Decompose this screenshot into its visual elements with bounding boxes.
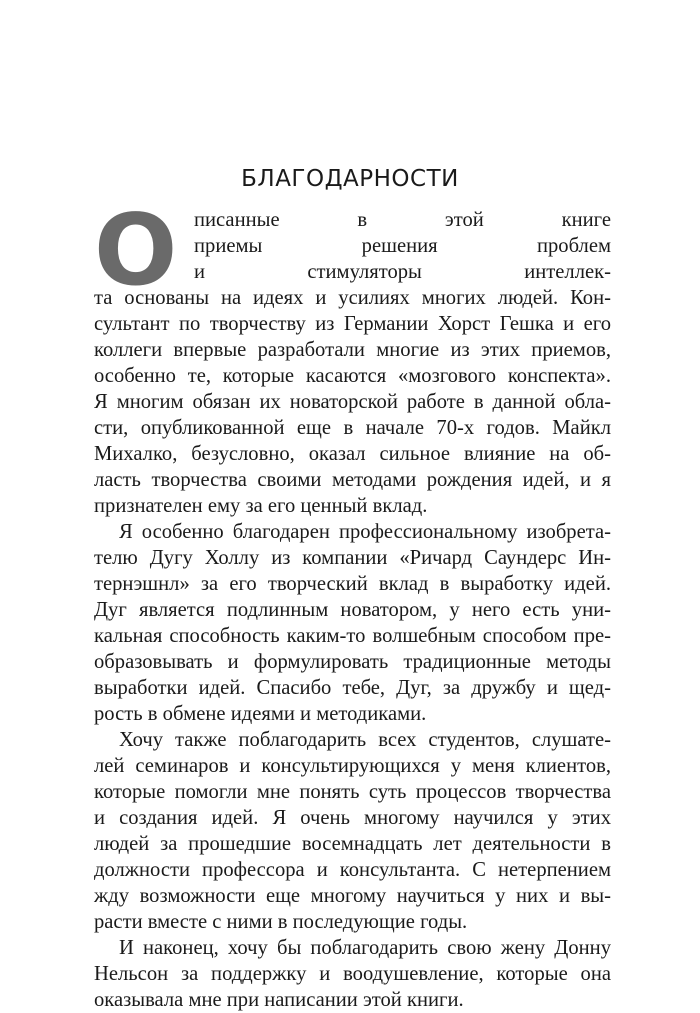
text-line: писанные в этой книге xyxy=(194,209,611,231)
text-line: И наконец, хочу бы поблагодарить свою жену Донну xyxy=(119,937,611,959)
text-line: Михалко, безусловно, оказал сильное влияние на об- xyxy=(94,443,611,465)
text-line: тернэшнл» за его творческий вклад в выработку идей. xyxy=(94,573,611,595)
paragraph-4 xyxy=(94,935,611,1013)
text-line: сультант по творчеству из Германии Хорст Гешка и его xyxy=(94,313,611,335)
text-line: Хочу также поблагодарить всех студентов, слушате- xyxy=(119,729,611,751)
text-line: коллеги впервые разработали многие из этих приемов, xyxy=(94,339,611,361)
text-line: оказывала мне при написании этой книги. xyxy=(94,989,464,1011)
paragraph-2 xyxy=(94,519,611,727)
text-line: сти, опубликованной еще в начале 70-х годов. Майкл xyxy=(94,417,611,439)
body-text xyxy=(94,194,611,1013)
text-line: Дуг является подлинным новатором, у него есть уни- xyxy=(94,599,611,621)
text-line: и создания идей. Я очень многому научился у этих xyxy=(94,807,611,829)
text-line: лей семинаров и консультирующихся у меня клиентов, xyxy=(94,755,611,777)
text-line: которые помогли мне понять суть процессов творчества xyxy=(94,781,611,803)
drop-cap: О xyxy=(94,194,178,308)
text-line: жду возможности еще многому научиться у них и вы- xyxy=(94,885,611,907)
text-line: рость в обмене идеями и методиками. xyxy=(94,703,427,725)
text-line: признателен ему за его ценный вклад. xyxy=(94,495,428,517)
text-line: Нельсон за поддержку и воодушевление, которые она xyxy=(94,963,611,985)
text-line: Я многим обязан их новаторской работе в данной обла- xyxy=(94,391,611,413)
text-line: та основаны на идеях и усилиях многих людей. Кон- xyxy=(94,287,611,309)
page-title: БЛАГОДАРНОСТИ xyxy=(241,166,459,192)
text-line: и стимуляторы интеллек- xyxy=(194,261,611,283)
paragraph-3 xyxy=(94,727,611,935)
text-line: телю Дугу Холлу из компании «Ричард Саундерс Ин- xyxy=(94,547,611,569)
text-line: особенно те, которые касаются «мозгового конспекта». xyxy=(94,365,611,387)
text-line: Я особенно благодарен профессиональному изобрета- xyxy=(119,521,611,543)
text-line: должности профессора и консультанта. С нетерпением xyxy=(94,859,611,881)
text-line: кальная способность каким-то волшебным способом пре- xyxy=(94,625,611,647)
text-line: ласть творчества своими методами рождения идей, и я xyxy=(94,469,611,491)
text-line: людей за прошедшие восемнадцать лет деятельности в xyxy=(94,833,611,855)
text-line: расти вместе с ними в последующие годы. xyxy=(94,911,468,933)
text-line: образовывать и формулировать традиционные методы xyxy=(94,651,611,673)
text-line: выработки идей. Спасибо тебе, Дуг, за дружбу и щед- xyxy=(94,677,611,699)
text-line: приемы решения проблем xyxy=(194,235,611,257)
